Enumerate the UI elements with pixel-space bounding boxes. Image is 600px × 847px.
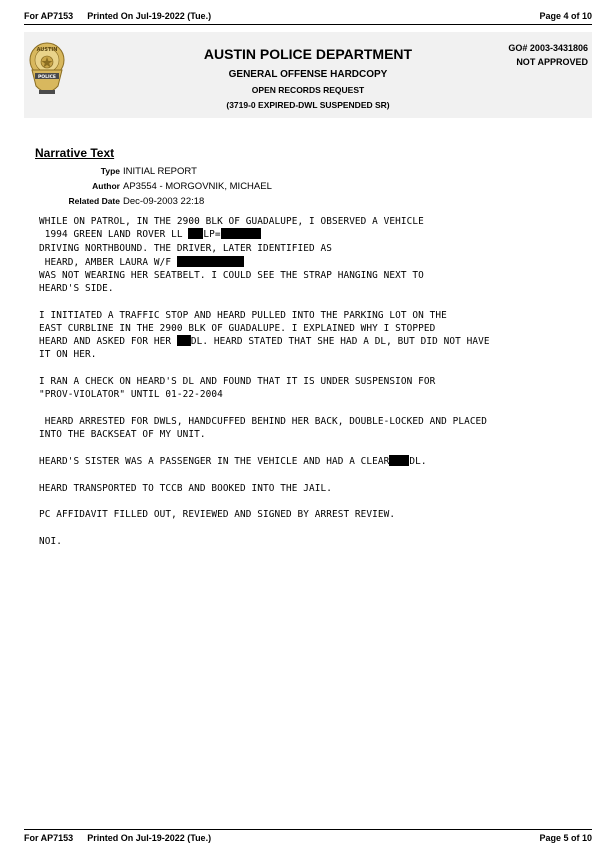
printed-for: For AP7153 — [24, 833, 74, 843]
related-date-label: Related Date — [68, 196, 120, 206]
narrative-line: NOI. — [39, 536, 62, 547]
redaction-block — [177, 335, 191, 346]
narrative-text: 1994 GREEN LAND ROVER LL — [39, 229, 189, 240]
badge-banner-text: POLICE — [37, 75, 57, 80]
narrative-line: DRIVING NORTHBOUND. THE DRIVER, LATER IDENTIFIED AS — [39, 243, 332, 254]
redaction-block — [188, 228, 203, 239]
narrative-text: DL. HEARD STATED THAT SHE HAD A DL, BUT DID NOT HAVE — [190, 336, 490, 347]
narrative-line: HEARD ARRESTED FOR DWLS, HANDCUFFED BEHIND HER BACK, DOUBLE-LOCKED AND PLACED — [39, 416, 488, 427]
author-label: Author — [92, 181, 120, 191]
narrative-line: IT ON HER. — [39, 349, 97, 360]
related-date-field — [40, 196, 204, 207]
department-name: AUSTIN POLICE DEPARTMENT — [203, 46, 413, 62]
badge-top-text: AUSTIN — [36, 47, 58, 53]
narrative-line: WAS NOT WEARING HER SEATBELT. I COULD SEE THE STRAP HANGING NEXT TO — [39, 270, 424, 281]
print-header — [24, 8, 592, 24]
header-divider — [24, 24, 592, 25]
narrative-line — [39, 455, 427, 468]
narrative-line: "PROV-VIOLATOR" UNTIL 01-22-2004 — [39, 389, 223, 400]
narrative-text: HEARD, AMBER LAURA W/F — [39, 257, 177, 268]
related-date-value: Dec-09-2003 22:18 — [123, 196, 205, 207]
narrative-line: HEARD'S SIDE. — [39, 283, 114, 294]
type-label: Type — [100, 166, 120, 176]
printed-on-date: Printed On Jul-19-2022 (Tue.) — [87, 11, 212, 21]
narrative-line: WHILE ON PATROL, IN THE 2900 BLK OF GUADALUPE, I OBSERVED A VEHICLE — [39, 216, 424, 227]
narrative-line: I RAN A CHECK ON HEARD'S DL AND FOUND THAT IT IS UNDER SUSPENSION FOR — [39, 376, 436, 387]
author-value: AP3554 - MORGOVNIK, MICHAEL — [123, 181, 272, 192]
request-type: OPEN RECORDS REQUEST — [251, 85, 365, 95]
approval-status: NOT APPROVED — [516, 57, 588, 67]
narrative-line: PC AFFIDAVIT FILLED OUT, REVIEWED AND SIGNED BY ARREST REVIEW. — [39, 509, 396, 520]
narrative-text: HEARD AND ASKED FOR HER — [39, 336, 177, 347]
narrative-line — [39, 256, 244, 269]
redaction-block — [177, 256, 244, 267]
narrative-line: I INITIATED A TRAFFIC STOP AND HEARD PULLED INTO THE PARKING LOT ON THE — [39, 310, 447, 321]
type-field — [40, 166, 197, 177]
narrative-line: INTO THE BACKSEAT OF MY UNIT. — [39, 429, 206, 440]
go-number: GO# 2003-3431806 — [508, 43, 588, 53]
offense-code: (3719-0 EXPIRED-DWL SUSPENDED SR) — [226, 100, 390, 110]
printed-on-date: Printed On Jul-19-2022 (Tue.) — [87, 833, 212, 843]
print-footer-left — [24, 833, 211, 843]
narrative-text: DL. — [409, 456, 427, 467]
narrative-line: EAST CURBLINE IN THE 2900 BLK OF GUADALUPE. I EXPLAINED WHY I STOPPED — [39, 323, 436, 334]
narrative-text: HEARD'S SISTER WAS A PASSENGER IN THE VEHICLE AND HAD A CLEAR — [39, 456, 390, 467]
author-field — [40, 181, 272, 192]
narrative-text: LP= — [203, 229, 221, 240]
section-title: Narrative Text — [35, 146, 115, 160]
type-value: INITIAL REPORT — [123, 166, 197, 177]
redaction-block — [221, 228, 261, 239]
redaction-block — [389, 455, 409, 466]
letterhead — [24, 32, 592, 118]
narrative-line — [39, 335, 490, 348]
print-footer — [24, 830, 592, 844]
narrative-line: HEARD TRANSPORTED TO TCCB AND BOOKED INTO THE JAIL. — [39, 483, 332, 494]
printed-for: For AP7153 — [24, 11, 74, 21]
narrative-line — [39, 228, 261, 241]
print-header-left — [24, 11, 211, 21]
page-number: Page 4 of 10 — [539, 11, 592, 21]
page-number: Page 5 of 10 — [539, 833, 592, 843]
document-type: GENERAL OFFENSE HARDCOPY — [228, 69, 388, 80]
